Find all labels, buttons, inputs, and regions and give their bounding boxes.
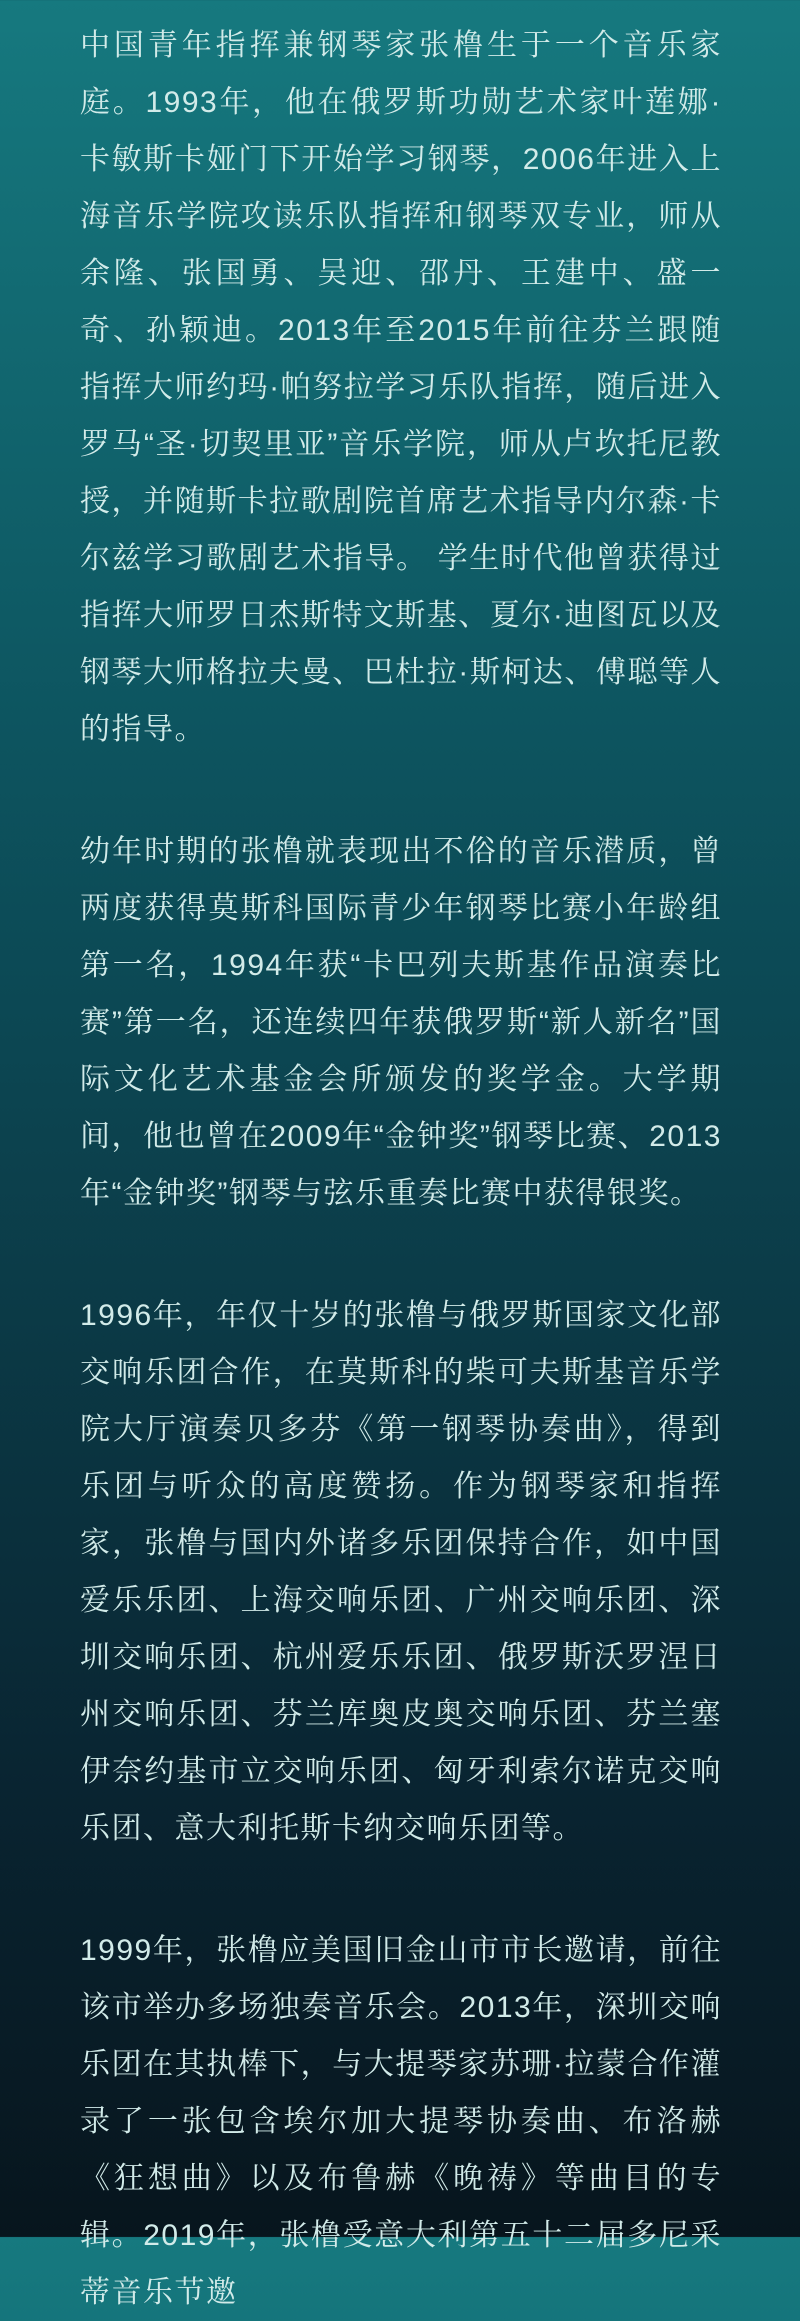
paragraph: 1996年，年仅十岁的张橹与俄罗斯国家文化部交响乐团合作，在莫斯科的柴可夫斯基音乐学院大厅演奏贝多芬《第一钢琴协奏曲》，得到乐团与听众的高度赞扬。作为钢琴家和指挥家，张橹与国内外诸多乐团保持合作，如中国爱乐乐团、上海交响乐团、广州交响乐团、深圳交响乐团、杭州爱乐乐团、俄罗斯沃罗涅日州交响乐团、芬兰库奥皮奥交响乐团、芬兰塞伊奈约基市立交响乐团、匈牙利索尔诺克交响乐团、意大利托斯卡纳交响乐团等。 <box>80 1299 722 1845</box>
paragraph: 中国青年指挥兼钢琴家张橹生于一个音乐家庭。1993年，他在俄罗斯功勋艺术家叶莲娜·卡敏斯卡娅门下开始学习钢琴，2006年进入上海音乐学院攻读乐队指挥和钢琴双专业，师从余隆、张国勇、吴迎、邵丹、王建中、盛一奇、孙颖迪。2013年至2015年前往芬兰跟随指挥大师约玛·帕努拉学习乐队指挥，随后进入罗马“圣·切契里亚”音乐学院，师从卢坎托尼教授，并随斯卡拉歌剧院首席艺术指导内尔森·卡尔兹学习歌剧艺术指导。 学生时代他曾获得过指挥大师罗日杰斯特文斯基、夏尔·迪图瓦以及钢琴大师格拉夫曼、巴杜拉·斯柯达、傅聪等人的指导。 <box>80 29 722 746</box>
paragraph: 1999年，张橹应美国旧金山市市长邀请，前往该市举办多场独奏音乐会。2013年，深圳交响乐团在其执棒下，与大提琴家苏珊·拉蒙合作灌录了一张包含埃尔加大提琴协奏曲、布洛赫《狂想曲》以及布鲁赫《晚祷》等曲目的专辑。2019年，张橹受意大利第五十二届多尼采蒂音乐节邀 <box>80 1934 722 2309</box>
paragraph: 幼年时期的张橹就表现出不俗的音乐潜质，曾两度获得莫斯科国际青少年钢琴比赛小年龄组第一名，1994年获“卡巴列夫斯基作品演奏比赛”第一名，还连续四年获俄罗斯“新人新名”国际文化艺术基金会所颁发的奖学金。大学期间，他也曾在2009年“金钟奖”钢琴比赛、2013年“金钟奖”钢琴与弦乐重奏比赛中获得银奖。 <box>80 835 722 1210</box>
